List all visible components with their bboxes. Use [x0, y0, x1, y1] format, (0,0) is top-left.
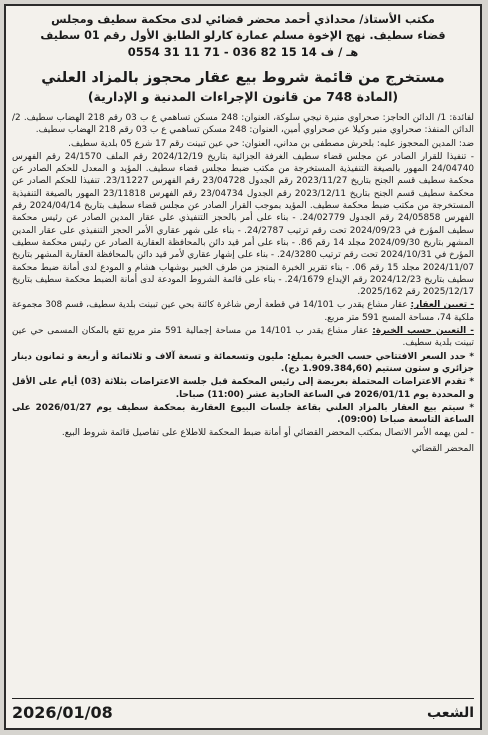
publication-footer: [12, 698, 474, 722]
contact-paragraph: - لمن يهمه الأمر الاتصال بمكتب المحضر القضائي أو أمانة ضبط المحكمة للاطلاع على تفاصيل قائمة شروط البيع.: [61, 428, 474, 439]
property-text: عقار مشاع يقدر ب 14/101 في قطعة أرض شاغرة كائنة بحي عين تبينت بلدية سطيف، قسم 308 مجموعة ملكية 74، مساحة المسح 591 متر مربع.: [12, 300, 474, 323]
office-address: قضاء سطيف. نهج الإخوة مسلم عمارة كارلو الطابق الأول رقم 01 سطيف: [40, 29, 446, 42]
creditors-paragraph: لفائدة: 1/ الدائن الحاجز: صحراوي منيرة نيجي سلوكة، العنوان: 248 مسكن تساهمي ع ب 03 رقم 218 الهضاب سطيف. 2/ الدائن المنفذ: صحراوي منير وكيلا عن صحراوي أمين، العنوان: 248 مسكن تساهمي ع ب 03 رقم 218 الهضاب سطيف.: [12, 113, 475, 136]
legal-basis-paragraph: - تنفيذا للقرار الصادر عن مجلس قضاء سطيف الغرفة الجزائية بتاريخ 2024/12/19 رقم الملف 24/1570 رقم الفهرس 24/04740 المهور بالصيغة التنفيذية المستخرجة من مكتب ضبط مجلس قضاء سطيف. المؤيد و المعدل للحكم الصادر عن محكمة سطيف قسم الجنح بتاريخ 2023/11/27 رقم الجدول 23/04728 رقم الفهرس 23/11227. تنفيذا للحكم الصادر عن محكمة سطيف قسم الجنح بتاريخ 2023/12/11 رقم الجدول 23/04734 رقم الفهرس 23/11818 المهور بالصيغة التنفيذية المستخرجة من مكتب ضبط محكمة سطيف. المؤيد بموجب القرار الصادر عن مجلس قضاء سطيف بتاريخ 2024/04/14 رقم الفهرس 24/05858 رقم الجدول 24/02779. - بناء على أمر بالحجز التنفيذي على عقار المدين الصادر عن رئيس محكمة سطيف المؤرخ في 2024/09/23 تحت رقم ترتيب 24/2787. - بناء على شهر عقاري الأمر الحجز التنفيذي على عقار المدين المشهر بتاريخ 2024/09/30 مجلد 14 رقم 86. - بناء على أمر قيد دائن بالمحافظة العقارية الصادر عن رئيس محكمة سطيف المؤرخ في 2024/10/31 تحت رقم ترتيب 24/3280. - بناء على إشهار عقاري لأمر قيد دائن بالمحافظة العقارية المشهر بتاريخ 2024/11/07 مجلد 15 رقم 06. - بناء تقرير الخبرة المنجز من طرف الخبير بوشهاب هشام و المودع لدى أمانة ضبط محكمة سطيف بتاريخ 2024/12/23 رقم الإيداع 24/1679. - بناء على قائمة الشروط المودعة لدى أمانة الضبط محكمة سطيف بتاريخ 2025/12/17 رقم 2025/162.: [12, 151, 474, 298]
signature: المحضر القضائي: [411, 443, 474, 454]
expert-paragraph: [12, 325, 474, 350]
notice-body: [6, 112, 480, 440]
property-paragraph: [12, 299, 474, 324]
legal-notice: [4, 4, 482, 730]
auction-paragraph: * سيتم بيع العقار بالمزاد العلني بقاعة جلسات البيوع العقارية بمحكمة سطيف يوم 2026/01/27 على الساعة التاسعة صباحا (09:00).: [12, 402, 474, 426]
notice-subtitle: (المادة 748 من قانون الإجراءات المدنية و الإدارية): [87, 89, 399, 104]
newspaper-name: الشعب: [426, 704, 474, 721]
publication-date: 2026/01/08: [12, 703, 113, 722]
office-header: [6, 6, 480, 60]
debtor-paragraph: ضد: المدين المحجوز عليه: بلحرش مصطفى بن مداني، العنوان: حي عين تبينت رقم 17 شرع 05 بلدية سطيف.: [68, 138, 474, 149]
price-paragraph: * حدد السعر الافتتاحي حسب الخبرة بمبلغ: مليون وتسعمائة و تسعة آلاف و ثلاثمائة و أربعة و ثمانون دينار جزائري و ستون سنتيم (1.909.384,60 دج).: [12, 351, 474, 374]
expert-text: عقار مشاع يقدر ب 14/101 من مساحة إجمالية 591 متر مربع تقع بالمكان المسمى حي عين تبينت بلدية سطيف.: [12, 326, 474, 349]
notice-title: مستخرج من قائمة شروط بيع عقار محجوز بالمزاد العلني: [41, 70, 445, 86]
objections-paragraph: * تقدم الاعتراضات المحتملة بعريضة إلى رئيس المحكمة قبل جلسة الاعتراضات بثلاثة (03) أيام على الأقل و المحددة يوم 2026/01/11 في الساعة الحادية عشر (11:00) صباحا.: [12, 377, 474, 400]
expert-label: - التعيين حسب الخبرة:: [372, 326, 474, 337]
property-label: - تعيين العقار:: [410, 300, 474, 311]
office-phone: هـ / ف 14 15 82 036 - 71 11 31 0554: [127, 45, 359, 59]
office-name: مكتب الأستاذ/ محداذي أحمد محضر قضائي لدى محكمة سطيف ومجلس: [51, 13, 435, 26]
